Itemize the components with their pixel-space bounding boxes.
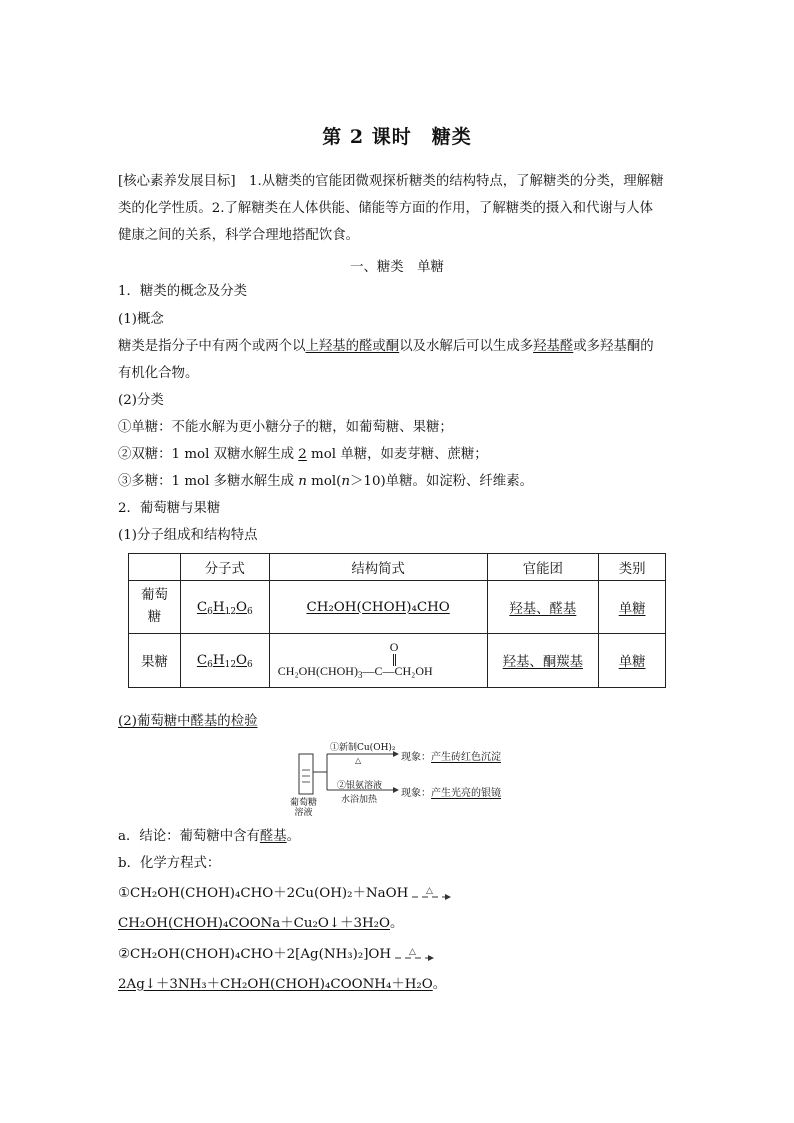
column-header: 分子式 <box>180 554 269 581</box>
subheading-concept-classification: 1．糖类的概念及分类 <box>118 284 248 299</box>
aldehyde-test-diagram <box>285 740 515 820</box>
objectives-line-3: 健康之间的关系，科学合理地搭配饮食。 <box>118 228 360 243</box>
subheading-glucose-fructose: 2．葡萄糖与果糖 <box>118 501 221 516</box>
classification-heading: (2)分类 <box>118 393 164 408</box>
reagent-1-label: ①新制Cu(OH)₂ <box>330 743 396 753</box>
equation-2-reactants: ②CH₂OH(CHOH)₄CHO＋2[Ag(NH₃)₂]OH △ <box>118 945 435 965</box>
svg-text:△: △ <box>426 885 434 896</box>
glucose-functional-group: 羟基、醛基 <box>487 581 599 634</box>
svg-text:△: △ <box>409 946 417 957</box>
objectives-line-1: [核心素养发展目标] 1.从糖类的官能团微观探析糖类的结构特点，了解糖类的分类，理解糖 <box>118 174 664 189</box>
phenomenon-2: 现象：产生光亮的银镜 <box>401 788 501 799</box>
glucose-category: 单糖 <box>599 581 666 634</box>
glucose-structure: CH₂OH(CHOH)₄CHO <box>269 581 487 634</box>
blank-answer: 上羟基的醛或酮 <box>305 339 400 354</box>
glucose-formula: $C_6H_{12}O_6$ <box>180 581 269 634</box>
column-header: 类别 <box>599 554 666 581</box>
conclusion: a．结论：葡萄糖中含有醛基。 <box>118 829 301 844</box>
heat-arrow-icon <box>408 885 452 903</box>
equation-2-products: 2Ag↓＋3NH₃＋CH₂OH(CHOH)₄COONH₄＋H₂O。 <box>118 977 447 992</box>
structure-heading: (1)分子组成和结构特点 <box>118 528 258 543</box>
objectives-label: [核心素养发展目标] <box>118 174 236 189</box>
polysaccharide-item: ③多糖：1 mol 多糖水解生成 n mol(n＞10)单糖。如淀粉、纤维素。 <box>118 474 533 489</box>
reagent-2-label: ②银氨溶液 <box>337 781 383 791</box>
concept-text-line-2: 有机化合物。 <box>118 366 199 381</box>
row-label-fructose: 果糖 <box>129 634 181 688</box>
blank-answer: 醛基 <box>259 829 287 844</box>
disaccharide-item: ②双糖：1 mol 双糖水解生成 2 mol 单糖，如麦芽糖、蔗糖； <box>118 447 488 462</box>
column-header: 官能团 <box>487 554 599 581</box>
column-header: 结构简式 <box>269 554 487 581</box>
table-row <box>129 581 666 634</box>
water-bath-label: 水浴加热 <box>341 795 378 805</box>
equation-1-reactants: ①CH₂OH(CHOH)₄CHO＋2Cu(OH)₂＋NaOH △ <box>118 884 452 904</box>
blank-answer: 羟基醛 <box>533 339 574 354</box>
equations-heading: b．化学方程式： <box>118 856 221 871</box>
sugar-structure-table <box>128 553 666 688</box>
fructose-formula: $C_6H_{12}O_6$ <box>180 634 269 688</box>
page-title: 第 2 课时 糖类 <box>322 126 472 148</box>
row-label-glucose: 葡萄糖 <box>129 581 181 634</box>
table-row <box>129 634 666 688</box>
table-header-row <box>129 554 666 581</box>
objectives-line-2: 类的化学性质。2.了解糖类在人体供能、储能等方面的作用，了解糖类的摄入和代谢与人体 <box>118 201 654 216</box>
heat-symbol: △ <box>355 756 362 765</box>
tube-label: 葡萄糖 溶液 <box>290 798 318 818</box>
aldehyde-test-heading: (2)葡萄糖中醛基的检验 <box>118 714 258 729</box>
monosaccharide-item: ①单糖：不能水解为更小糖分子的糖，如葡萄糖、果糖； <box>118 420 453 435</box>
section-heading: 一、糖类 单糖 <box>350 260 444 275</box>
phenomenon-1: 现象：产生砖红色沉淀 <box>401 752 501 763</box>
heat-arrow-icon <box>391 946 435 964</box>
blank-answer: 2 <box>298 447 307 462</box>
equation-1-products: CH₂OH(CHOH)₄COONa＋Cu₂O↓＋3H₂O。 <box>118 916 404 931</box>
fructose-structure: O $CH_2OH(CHOH)_3—C—CH_2OH$ <box>269 634 487 688</box>
concept-heading: (1)概念 <box>118 312 164 327</box>
concept-text-line-1: 糖类是指分子中有两个或两个以上羟基的醛或酮以及水解后可以生成多羟基醛或多羟基酮的 <box>118 339 654 354</box>
fructose-category: 单糖 <box>599 634 666 688</box>
fructose-functional-group: 羟基、酮羰基 <box>487 634 599 688</box>
